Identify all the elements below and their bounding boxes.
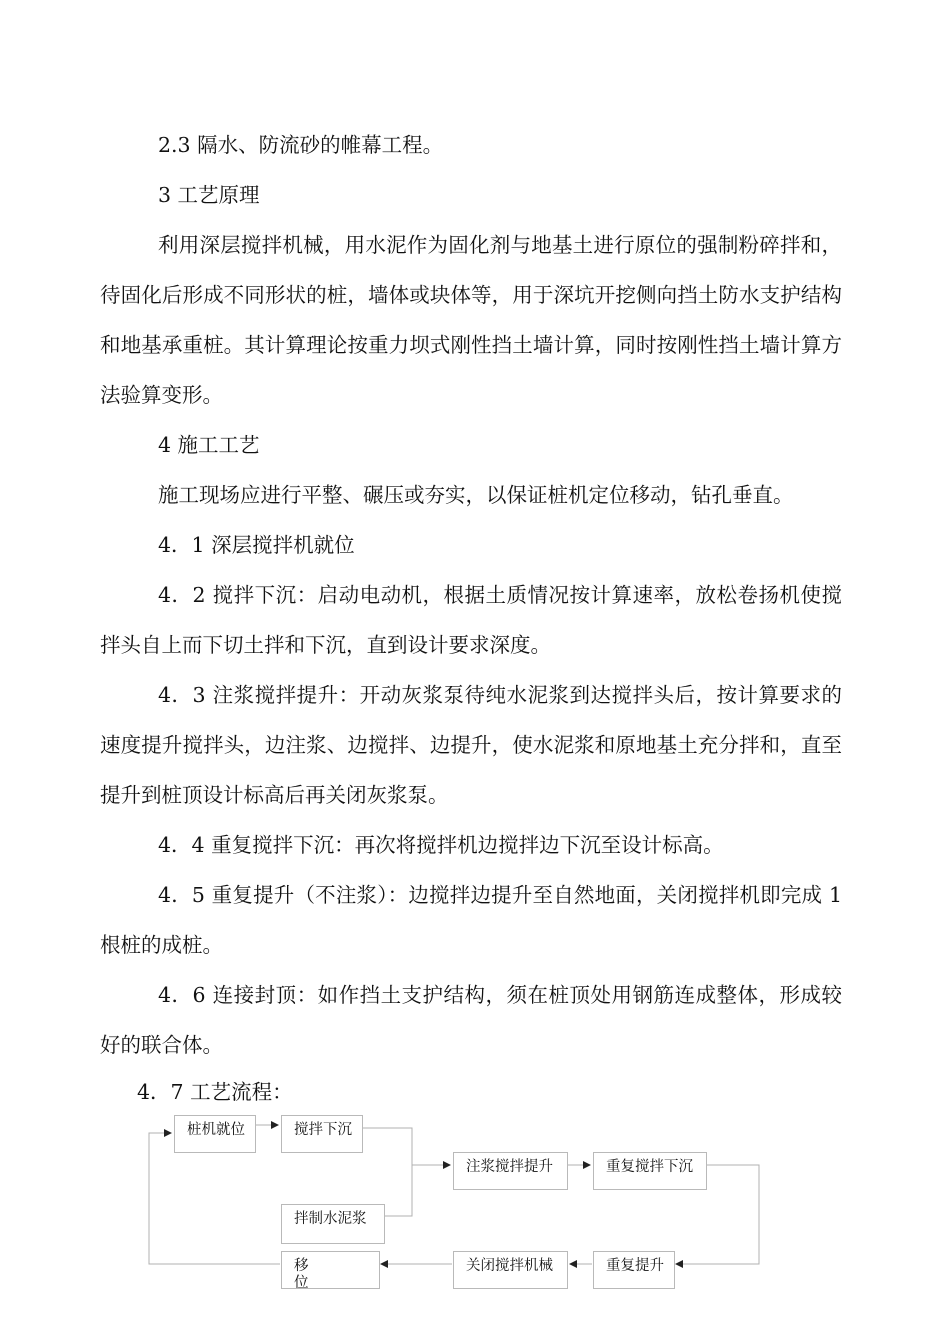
flow-box-mix-slurry: 拌制水泥浆	[281, 1204, 385, 1244]
flow-box-rig-position: 桩机就位	[174, 1115, 256, 1153]
heading-principle: 3 工艺原理	[158, 183, 260, 207]
arrow-stir-to-grout	[363, 1128, 450, 1165]
flow-box-close-machine: 关闭搅拌机械	[453, 1251, 568, 1289]
flow-box-move: 移位	[281, 1251, 380, 1289]
paragraph-principle: 利用深层搅拌机械，用水泥作为固化剂与地基土进行原位的强制粉碎拌和，待固化后形成不同形状的桩，墙体或块体等，用于深坑开挖侧向挡土防水支护结构和地基承重桩。其计算理论按重力坝式刚性挡土墙计算，同时按刚性挡土墙计算方法验算变形。	[100, 233, 842, 407]
paragraph-curtain: 2.3 隔水、防流砂的帷幕工程。	[158, 133, 444, 157]
step-4-1: 4．1 深层搅拌机就位	[158, 533, 355, 557]
flow-box-stir-down: 搅拌下沉	[281, 1115, 363, 1153]
line-slurry-to-grout	[385, 1165, 412, 1216]
flow-box-repeat-stir-down: 重复搅拌下沉	[593, 1152, 707, 1190]
heading-construction: 4 施工工艺	[158, 433, 260, 457]
flow-title: 4．7 工艺流程：	[137, 1080, 293, 1104]
step-4-2: 4．2 搅拌下沉：启动电动机，根据土质情况按计算速率，放松卷扬机使搅拌头自上而下切土拌和下沉，直到设计要求深度。	[100, 583, 842, 657]
step-4-6: 4．6 连接封顶：如作挡土支护结构，须在桩顶处用钢筋连成整体，形成较好的联合体。	[100, 983, 842, 1057]
step-4-4: 4．4 重复搅拌下沉：再次将搅拌机边搅拌边下沉至设计标高。	[158, 833, 724, 857]
step-4-5: 4．5 重复提升（不注浆）：边搅拌边提升至自然地面，关闭搅拌机即完成 1 根桩的成桩。	[100, 883, 842, 957]
flow-box-repeat-up: 重复提升	[593, 1251, 675, 1289]
flow-box-grout-stir-up: 注浆搅拌提升	[453, 1152, 568, 1190]
paragraph-site-prep: 施工现场应进行平整、碾压或夯实，以保证桩机定位移动，钻孔垂直。	[158, 483, 794, 507]
step-4-3: 4．3 注浆搅拌提升：开动灰浆泵待纯水泥浆到达搅拌头后，按计算要求的速度提升搅拌头，边注浆、边搅拌、边提升，使水泥浆和原地基土充分拌和，直至提升到桩顶设计标高后再关闭灰浆泵。	[100, 683, 842, 807]
